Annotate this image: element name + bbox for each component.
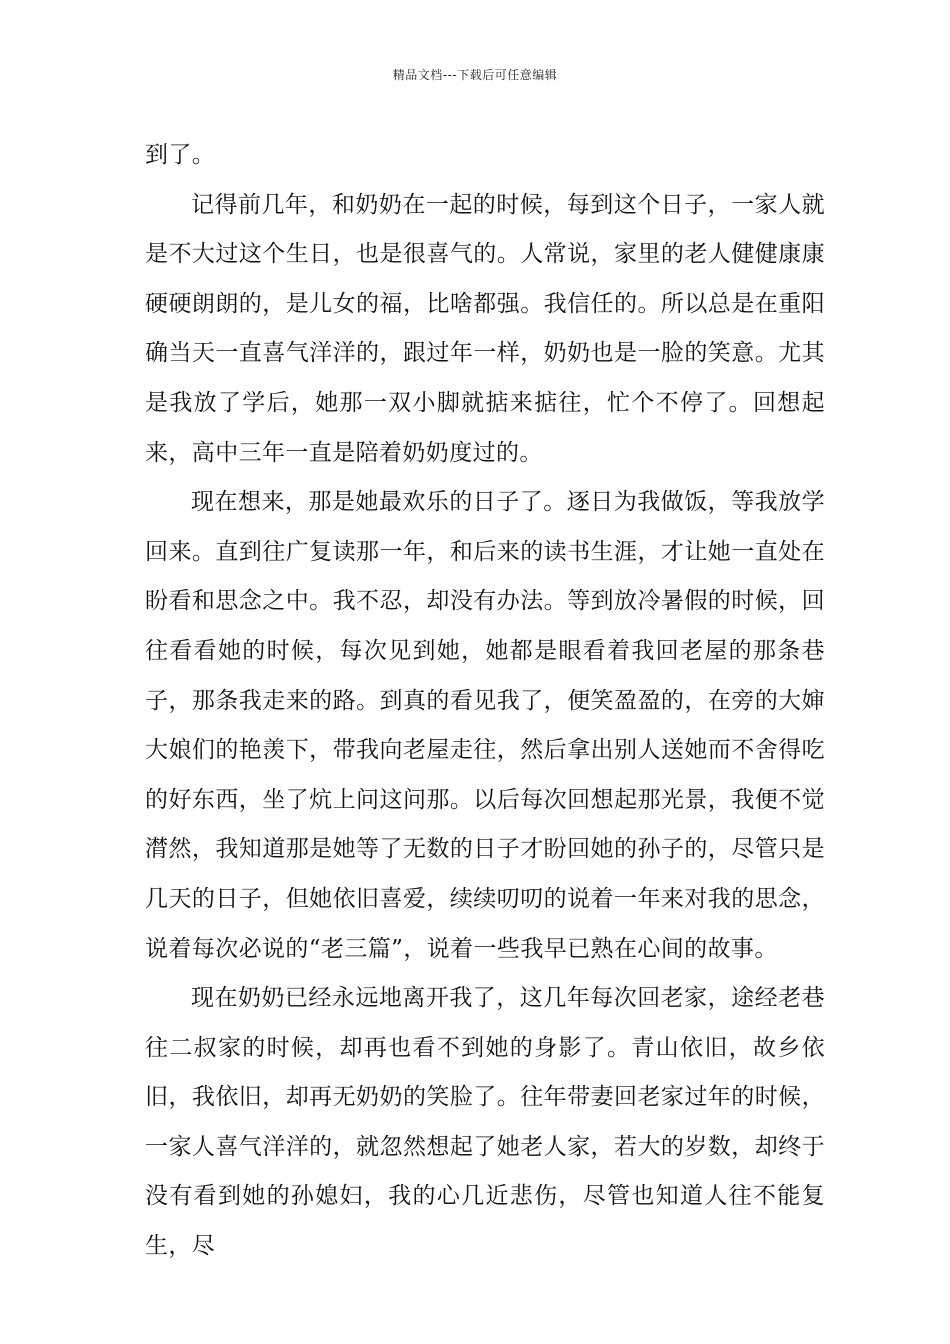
- document-body: [145, 131, 825, 1272]
- paragraph: 到了。: [145, 142, 216, 168]
- paragraph: 现在想来，那是她最欢乐的日子了。逐日为我做饭，等我放学回来。直到往广复读那一年，和后来的读书生涯，才让她一直处在盼看和思念之中。我不忍，却没有办法。等到放冷暑假的时候，回往看看她的时候，每次见到她，她都是眼看着我回老屋的那条巷子，那条我走来的路。到真的看见我了，便笑盈盈的，在旁的大婶大娘们的艳羡下，带我向老屋走往，然后拿出别人送她而不舍得吃的好东西，坐了炕上问这问那。以后每次回想起那光景，我便不觉潸然，我知道那是她等了无数的日子才盼回她的孙子的，尽管只是几天的日子，但她依旧喜爱，续续叨叨的说着一年来对我的思念，说着每次必说的“老三篇”，说着一些我早已熟在心间的故事。: [145, 489, 825, 962]
- page-header: 精品文档---下载后可任意编辑: [392, 68, 558, 82]
- paragraph: 记得前几年，和奶奶在一起的时候，每到这个日子，一家人就是不大过这个生日，也是很喜气的。人常说，家里的老人健健康康硬硬朗朗的，是儿女的福，比啥都强。我信任的。所以总是在重阳确当天一直喜气洋洋的，跟过年一样，奶奶也是一脸的笑意。尤其是我放了学后，她那一双小脚就掂来掂往，忙个不停了。回想起来，高中三年一直是陪着奶奶度过的。: [145, 191, 825, 466]
- paragraph: 现在奶奶已经永远地离开我了，这几年每次回老家，途经老巷往二叔家的时候，却再也看不到她的身影了。青山依旧，故乡依旧，我依旧，却再无奶奶的笑脸了。往年带妻回老家过年的时候，一家人喜气洋洋的，就忽然想起了她老人家，若大的岁数，却终于没有看到她的孙媳妇，我的心几近悲伤，尽管也知道人往不能复生，尽: [145, 985, 825, 1260]
